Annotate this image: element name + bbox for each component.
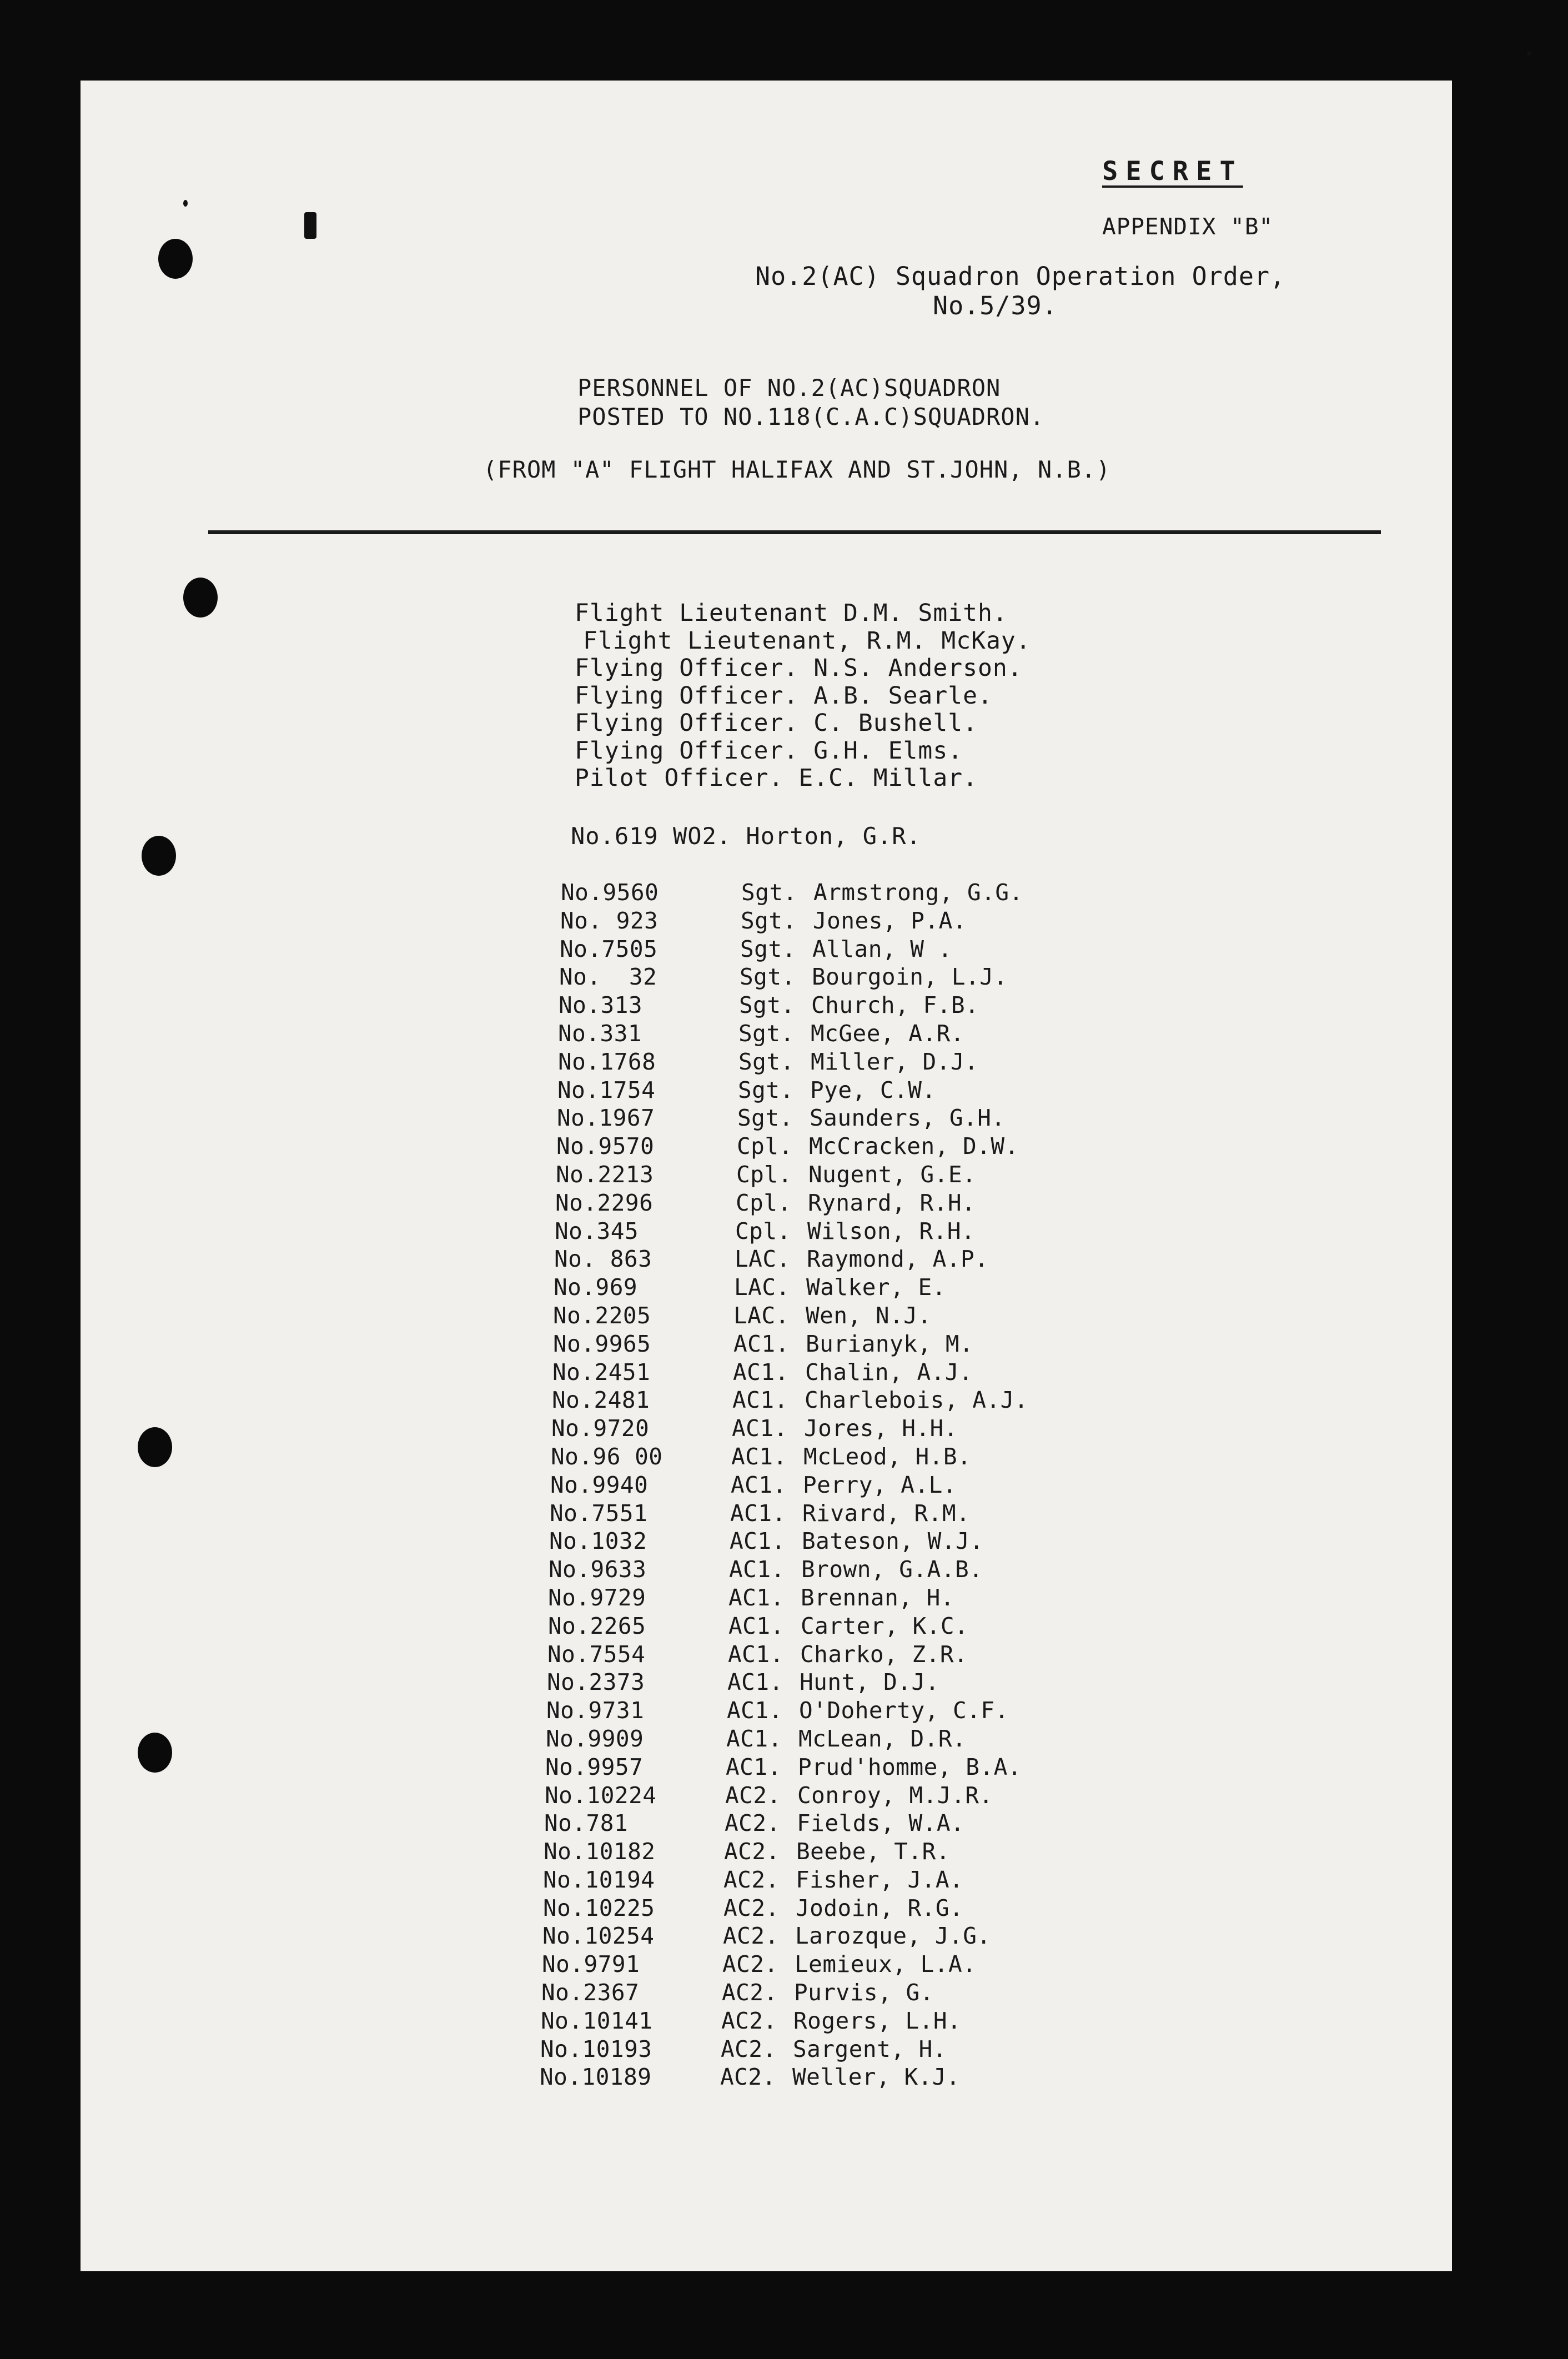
personnel-entry (546, 1725, 1028, 1753)
personnel-service-number: No.10193 (540, 2035, 652, 2062)
officer-list (575, 600, 1031, 792)
personnel-service-number: No.9940 (550, 1471, 649, 1498)
personnel-entry (558, 1020, 1028, 1048)
punch-hole (138, 1427, 172, 1467)
personnel-service-number: No.9720 (551, 1415, 650, 1442)
personnel-rank: AC1. (733, 1358, 789, 1386)
personnel-rank: AC1. (729, 1556, 785, 1583)
personnel-rank: AC2. (723, 1866, 780, 1893)
personnel-name: Jodoin, R.G. (796, 1894, 964, 1921)
personnel-name: O'Doherty, C.F. (799, 1697, 1009, 1724)
personnel-name: McLeod, H.B. (803, 1443, 972, 1470)
personnel-service-number: No. 863 (554, 1246, 652, 1273)
personnel-service-number: No.7505 (560, 935, 658, 962)
order-reference-line2: No.5/39. (933, 291, 1058, 320)
personnel-name: Bourgoin, L.J. (812, 963, 1008, 991)
personnel-name: Chalin, A.J. (805, 1358, 973, 1386)
punch-hole (183, 578, 218, 618)
personnel-name: McCracken, D.W. (809, 1133, 1019, 1160)
personnel-rank: Sgt. (737, 1105, 793, 1132)
personnel-service-number: No.10254 (542, 1923, 655, 1950)
personnel-entry (559, 963, 1028, 991)
punch-hole (158, 239, 193, 279)
personnel-service-number: No.9791 (542, 1951, 640, 1978)
personnel-service-number: No. 923 (560, 907, 659, 934)
personnel-rank: Sgt. (739, 992, 795, 1019)
personnel-name: Wen, N.J. (806, 1302, 932, 1329)
personnel-service-number: No.9957 (545, 1753, 644, 1780)
personnel-service-number: No.345 (555, 1217, 639, 1244)
personnel-name: Miller, D.J. (811, 1048, 979, 1075)
personnel-name: Wilson, R.H. (807, 1217, 976, 1244)
personnel-entry (541, 1979, 1028, 2007)
personnel-entry (553, 1302, 1028, 1330)
personnel-service-number: No.7554 (547, 1640, 646, 1668)
personnel-name: Perry, A.L. (803, 1471, 957, 1498)
personnel-service-number: No.2213 (556, 1161, 654, 1188)
personnel-service-number: No.1967 (557, 1105, 655, 1132)
personnel-rank: AC2. (725, 1810, 781, 1837)
personnel-service-number: No.331 (558, 1020, 642, 1047)
personnel-service-number: No.9731 (546, 1697, 645, 1724)
personnel-name: Fisher, J.A. (796, 1866, 964, 1893)
officer-entry: Flying Officer. C. Bushell. (575, 709, 978, 737)
personnel-name: Raymond, A.P. (807, 1246, 989, 1273)
personnel-name: Jones, P.A. (813, 907, 967, 934)
personnel-service-number: No.9560 (561, 879, 659, 906)
personnel-rank: AC1. (726, 1753, 782, 1780)
order-reference-line1: No.2(AC) Squadron Operation Order, (755, 262, 1286, 291)
punch-hole (138, 1733, 172, 1773)
personnel-entry (549, 1555, 1028, 1584)
personnel-rank: Cpl. (736, 1161, 792, 1188)
personnel-name: Conroy, M.J.R. (797, 1781, 993, 1809)
document-title-line1: PERSONNEL OF NO.2(AC)SQUADRON (577, 374, 1001, 401)
personnel-entry (545, 1753, 1028, 1781)
personnel-name: McGee, A.R. (811, 1020, 965, 1047)
personnel-rank: AC1. (731, 1443, 787, 1470)
personnel-name: Brown, G.A.B. (801, 1556, 983, 1583)
personnel-service-number: No.2451 (552, 1358, 651, 1386)
personnel-entry (548, 1584, 1028, 1612)
personnel-entry (552, 1386, 1028, 1414)
personnel-entry (551, 1443, 1028, 1471)
personnel-rank: Cpl. (736, 1189, 792, 1216)
personnel-entry (557, 1104, 1028, 1132)
personnel-name: Walker, E. (806, 1274, 946, 1301)
personnel-rank: AC1. (727, 1669, 783, 1696)
personnel-service-number: No.1032 (549, 1528, 647, 1555)
personnel-roster (540, 879, 1028, 2091)
officer-entry: Flight Lieutenant, R.M. McKay. (583, 626, 1031, 655)
personnel-entry (556, 1132, 1028, 1161)
personnel-name: Larozque, J.G. (795, 1923, 991, 1950)
personnel-service-number: No.1768 (558, 1048, 656, 1075)
personnel-rank: AC1. (728, 1584, 785, 1611)
personnel-name: Nugent, G.E. (808, 1161, 977, 1188)
personnel-name: Hunt, D.J. (800, 1669, 939, 1696)
personnel-rank: AC2. (724, 1838, 780, 1865)
personnel-rank: AC2. (723, 1894, 780, 1921)
personnel-service-number: No.2265 (548, 1612, 646, 1639)
personnel-name: Carter, K.C. (801, 1612, 969, 1639)
personnel-rank: Cpl. (737, 1133, 793, 1160)
personnel-rank: AC1. (726, 1725, 782, 1752)
personnel-rank: Cpl. (735, 1217, 791, 1244)
personnel-entry (553, 1330, 1028, 1358)
personnel-name: Rynard, R.H. (808, 1189, 976, 1216)
personnel-name: Church, F.B. (811, 992, 979, 1019)
personnel-entry (547, 1640, 1028, 1669)
personnel-service-number: No. 32 (559, 963, 657, 991)
officer-entry: Flying Officer. A.B. Searle. (575, 681, 993, 710)
personnel-entry (550, 1471, 1028, 1499)
personnel-rank: Sgt. (738, 1076, 794, 1103)
personnel-name: Purvis, G. (794, 1979, 934, 2006)
personnel-name: McLean, D.R. (798, 1725, 967, 1752)
personnel-rank: AC2. (722, 1979, 778, 2006)
officer-entry: Pilot Officer. E.C. Millar. (575, 764, 978, 792)
personnel-name: Lemieux, L.A. (795, 1951, 977, 1978)
personnel-entry (540, 2035, 1028, 2064)
personnel-service-number: No.10189 (540, 2064, 652, 2091)
personnel-name: Jores, H.H. (804, 1415, 958, 1442)
personnel-entry (555, 1217, 1028, 1246)
personnel-name: Burianyk, M. (806, 1330, 974, 1357)
personnel-rank: LAC. (734, 1274, 790, 1301)
personnel-rank: AC2. (725, 1781, 781, 1809)
personnel-rank: Sgt. (740, 935, 796, 962)
personnel-entry (554, 1273, 1028, 1302)
personnel-rank: Sgt. (738, 1048, 795, 1075)
personnel-name: Brennan, H. (801, 1584, 955, 1611)
ink-speck (183, 200, 188, 207)
personnel-entry (545, 1781, 1028, 1810)
punch-hole (142, 836, 176, 876)
officer-entry: Flying Officer. N.S. Anderson. (575, 654, 1023, 682)
personnel-rank: Sgt. (738, 1020, 795, 1047)
personnel-name: Fields, W.A. (797, 1810, 965, 1837)
personnel-name: Pye, C.W. (810, 1076, 936, 1103)
officer-entry: Flying Officer. G.H. Elms. (575, 736, 963, 765)
personnel-service-number: No.10141 (541, 2007, 653, 2034)
personnel-entry (543, 1894, 1028, 1923)
personnel-rank: AC2. (720, 2064, 776, 2091)
personnel-entry (560, 935, 1028, 963)
personnel-rank: AC1. (730, 1528, 786, 1555)
appendix-label: APPENDIX "B" (1102, 213, 1274, 240)
classification-marking: SECRET (1102, 156, 1243, 187)
personnel-name: Charko, Z.R. (800, 1640, 968, 1668)
personnel-entry (558, 1048, 1028, 1076)
personnel-service-number: No.9570 (556, 1133, 655, 1160)
personnel-name: Weller, K.J. (792, 2064, 961, 2091)
personnel-rank: Sgt. (741, 879, 797, 906)
personnel-entry (548, 1612, 1028, 1640)
personnel-entry (552, 1358, 1028, 1387)
personnel-entry (560, 907, 1028, 935)
personnel-name: Prud'homme, B.A. (798, 1753, 1022, 1780)
personnel-service-number: No.969 (554, 1274, 638, 1301)
personnel-name: Rivard, R.M. (802, 1499, 971, 1527)
personnel-service-number: No.7551 (550, 1499, 648, 1527)
personnel-service-number: No.10182 (544, 1838, 656, 1865)
personnel-entry (557, 1076, 1028, 1105)
personnel-service-number: No.10224 (545, 1781, 657, 1809)
personnel-rank: LAC. (733, 1302, 790, 1329)
personnel-rank: AC1. (728, 1640, 784, 1668)
personnel-rank: AC2. (723, 1923, 779, 1950)
officer-entry: Flight Lieutenant D.M. Smith. (575, 599, 1008, 627)
document-title-line2: POSTED TO NO.118(C.A.C)SQUADRON. (577, 403, 1045, 430)
personnel-entry (542, 1950, 1028, 1979)
personnel-entry (556, 1161, 1028, 1189)
personnel-entry (544, 1838, 1028, 1866)
personnel-rank: Sgt. (740, 963, 796, 991)
personnel-entry (546, 1697, 1028, 1725)
personnel-rank: Sgt. (741, 907, 797, 934)
ink-speck (1527, 51, 1531, 56)
personnel-service-number: No.2205 (553, 1302, 651, 1329)
personnel-service-number: No.2296 (555, 1189, 654, 1216)
personnel-name: Charlebois, A.J. (805, 1387, 1028, 1414)
personnel-name: Rogers, L.H. (793, 2007, 962, 2034)
personnel-entry (543, 1866, 1028, 1894)
personnel-name: Bateson, W.J. (802, 1528, 984, 1555)
personnel-service-number: No.2367 (541, 1979, 640, 2006)
personnel-name: Armstrong, G.G. (813, 879, 1023, 906)
warrant-officer-entry: No.619 WO2. Horton, G.R. (571, 822, 921, 850)
personnel-service-number: No.9729 (548, 1584, 646, 1611)
personnel-entry (550, 1499, 1028, 1528)
ink-speck (304, 212, 316, 239)
personnel-service-number: No.2481 (552, 1387, 650, 1414)
personnel-name: Beebe, T.R. (796, 1838, 951, 1865)
personnel-rank: AC1. (731, 1471, 787, 1498)
personnel-entry (559, 991, 1028, 1020)
personnel-service-number: No.9965 (553, 1330, 651, 1357)
personnel-rank: AC1. (732, 1415, 788, 1442)
personnel-rank: AC1. (733, 1330, 790, 1357)
personnel-name: Allan, W . (812, 935, 952, 962)
personnel-entry (547, 1668, 1028, 1697)
personnel-name: Sargent, H. (793, 2035, 947, 2062)
personnel-entry (549, 1527, 1028, 1555)
personnel-entry (551, 1414, 1028, 1443)
personnel-service-number: No.313 (559, 992, 643, 1019)
document-subtitle: (FROM "A" FLIGHT HALIFAX AND ST.JOHN, N.B.) (483, 456, 1111, 483)
personnel-entry (555, 1189, 1028, 1217)
personnel-entry (541, 2007, 1028, 2035)
personnel-service-number: No.781 (544, 1810, 629, 1837)
personnel-entry (542, 1922, 1028, 1950)
personnel-service-number: No.10225 (543, 1894, 655, 1921)
personnel-entry (544, 1809, 1028, 1838)
personnel-entry (554, 1245, 1028, 1273)
personnel-rank: AC1. (732, 1387, 788, 1414)
personnel-rank: AC1. (727, 1697, 783, 1724)
personnel-rank: AC2. (721, 2035, 777, 2062)
personnel-service-number: No.96 00 (551, 1443, 663, 1470)
personnel-rank: AC1. (730, 1499, 786, 1527)
personnel-service-number: No.9633 (549, 1556, 647, 1583)
personnel-service-number: No.9909 (546, 1725, 644, 1752)
personnel-entry (540, 2063, 1028, 2091)
personnel-entry (561, 879, 1028, 907)
personnel-name: Saunders, G.H. (810, 1105, 1006, 1132)
horizontal-rule (208, 530, 1381, 534)
personnel-rank: AC1. (728, 1612, 785, 1639)
personnel-service-number: No.10194 (543, 1866, 655, 1893)
personnel-rank: AC2. (721, 2007, 777, 2034)
personnel-service-number: No.2373 (547, 1669, 645, 1696)
personnel-rank: LAC. (735, 1246, 791, 1273)
personnel-rank: AC2. (722, 1951, 778, 1978)
personnel-service-number: No.1754 (557, 1076, 656, 1103)
